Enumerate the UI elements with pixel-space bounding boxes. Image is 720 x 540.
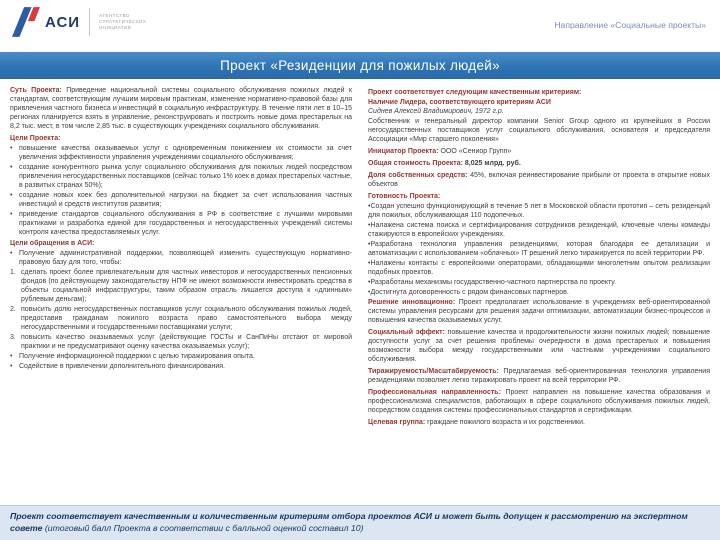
logo-caption-line: ИНИЦИАТИВ xyxy=(99,24,132,30)
asi-acronym: АСИ xyxy=(45,13,81,31)
initiator-label: Инициатор Проекта: xyxy=(368,148,441,155)
professional-block xyxy=(368,388,710,415)
goal-text: создание новых коек без дополнительной нагрузки на бюджет за счет использования частных инвестиций и средств институтов развития; xyxy=(19,192,352,208)
goal-item xyxy=(10,191,352,209)
item-number: 2. xyxy=(10,306,16,313)
own-funds-label: Доля собственных средств: xyxy=(368,172,471,179)
goal-item xyxy=(10,144,352,162)
scalability-text: Предлагаемая веб-ориентированная технология управления резиденциями позволяет легко тиражировать проект на всей территории РФ. xyxy=(368,368,710,384)
initiator-value: ООО «Сениор Групп» xyxy=(440,148,512,155)
professional-text: Проект направлен на повышение качества образования и профессионализма специалистов, работающих в сфере социального обслуживания пожилых людей, посредством создания системы профессиональных стандартов и сертификации. xyxy=(368,389,710,414)
item-number: 1. xyxy=(10,269,16,276)
readiness-text: Создан успешно функционирующий в течение 5 лет в Московской области прототип – сеть резиденций для пожилых, обслуживающая 110 подопечных. xyxy=(368,203,710,219)
asi-goal-text: Содействие в привлечении дополнительного финансирования. xyxy=(19,363,226,370)
readiness-text: Налажена система поиска и сертифицирования сотрудников резиденций, ключевые члены команды стажируются в европейских учреждениях. xyxy=(368,222,710,238)
readiness-text: Разработана технология управления резиденциями, которая благодаря ее детализации и автоматизации с использованием «облачных» IT решений легко тиражируется по всей территории РФ. xyxy=(368,241,710,257)
asi-goal-item xyxy=(10,352,352,361)
readiness-item xyxy=(368,202,710,220)
initiator-line xyxy=(368,147,710,156)
leader-label: Наличие Лидера, соответствующего критериям АСИ xyxy=(368,99,551,106)
essence-paragraph xyxy=(10,86,352,131)
bullet-icon xyxy=(10,249,19,267)
readiness-item xyxy=(368,288,710,297)
content xyxy=(0,79,720,504)
footer xyxy=(0,505,720,540)
right-column xyxy=(368,86,710,504)
essence-label: Суть Проекта: xyxy=(10,87,67,94)
bullet-icon xyxy=(10,352,19,361)
readiness-item xyxy=(368,278,710,287)
goal-text: создание конкурентного рынка услуг социального обслуживания для пожилых людей посредством привлечения негосударственных поставщиков (сейчас только 1% коек в домах престарелых частные, в развитых странах 50%); xyxy=(19,164,352,189)
asi-goal-intro xyxy=(10,249,352,267)
readiness-text: Разработаны механизмы государственно-частного партнерства по проекту. xyxy=(370,279,617,286)
asi-goal-text: Получение информационной поддержки с целью тиражирования опыта. xyxy=(19,353,255,360)
numbered-item-text: повысить долю негосударственных поставщиков услуг социального обслуживания пожилых людей, предоставив гражданам пожилого возраста право самостоятельного выбора между негосударственными и государственными поставщиками услуги; xyxy=(21,306,352,331)
asi-goal-intro-text: Получение административной поддержки, позволяющей изменить существующую нормативно-правовую базу для того, чтобы: xyxy=(19,250,352,266)
leader-bio: Собственник и генеральный директор компании Senior Group одного из крупнейших в России негосударственных поставщиков услуг социального обслуживания, основателя и председателя Ассоциации «Мир старшего поколения» xyxy=(368,118,710,143)
bullet-icon xyxy=(10,362,19,371)
footer-conclusion: Проект соответствует качественным и количественным критериям отбора проектов АСИ и может быть допущен к рассмотрению на экспертном совете xyxy=(10,511,688,533)
cost-value: 8,025 млрд. руб. xyxy=(464,160,521,167)
cost-line xyxy=(368,159,710,168)
numbered-item-text: повысить качество оказываемых услуг (действующие ГОСТы и СанПиНы отстают от мировой практики и не предусматривают оценку качества оказываемых услуг); xyxy=(21,334,352,350)
bullet-icon xyxy=(10,163,19,190)
social-effect-block xyxy=(368,328,710,364)
goal-item xyxy=(10,210,352,237)
innovation-block xyxy=(368,298,710,325)
numbered-item xyxy=(10,305,352,332)
header xyxy=(0,0,720,52)
logo-caption-line: СТРАТЕГИЧЕСКИХ xyxy=(99,19,147,25)
item-number: 3. xyxy=(10,334,16,341)
criteria-heading: Проект соответствует следующим качественным критериям: xyxy=(368,89,582,96)
bullet-icon xyxy=(10,191,19,209)
footer-score-note: (итоговый балл Проекта в соответствии с балльной оценкой составил 10) xyxy=(44,523,364,533)
leader-name: Сиднев Алексей Владимирович, 1972 г.р. xyxy=(368,108,504,115)
title-bar xyxy=(0,52,720,79)
target-group-text: граждане пожилого возраста и их родственники. xyxy=(427,419,585,426)
numbered-item xyxy=(10,333,352,351)
readiness-item xyxy=(368,240,710,258)
asi-logo xyxy=(12,7,146,37)
readiness-text: Налажены контакты с европейскими операторами, обладающими многолетним опытом реализации подобных проектов. xyxy=(368,260,710,276)
numbered-item-text: сделать проект более привлекательным для частных инвесторов и негосударственных пенсионных фондов (по действующему законодательству НПФ не имеют возможности инвестировать средства в объекты социальной инфраструктуры, таким образом отрасль лишается доступа к «длинным» рублевым деньгам); xyxy=(21,269,352,303)
logo-divider xyxy=(89,8,90,36)
goal-text: приведение стандартов социального обслуживания в РФ в соответствие с лучшими мировыми практиками и разработка единой для государственных и негосударственных учреждений системы контроля качества предоставляемых услуг. xyxy=(19,211,352,236)
left-column xyxy=(10,86,352,504)
footer-text xyxy=(10,511,708,534)
asi-emblem-icon xyxy=(12,7,40,37)
scalability-label: Тиражируемость/Масштабируемость: xyxy=(368,368,504,375)
direction-label: Направление «Социальные проекты» xyxy=(554,20,706,30)
readiness-item xyxy=(368,221,710,239)
scalability-block xyxy=(368,367,710,385)
target-group-block xyxy=(368,418,710,427)
goal-text: повышение качества оказываемых услуг с одновременным понижением их стоимости за счет увеличения эффективности управления учреждениями социального обслуживания; xyxy=(19,145,352,161)
goals-heading: Цели Проекта: xyxy=(10,135,61,142)
readiness-heading: Готовность Проекта: xyxy=(368,193,441,200)
logo-caption-line: АГЕНТСТВО xyxy=(99,13,130,19)
logo-caption xyxy=(99,13,146,31)
target-group-label: Целевая группа: xyxy=(368,419,428,426)
readiness-text: Достигнута договоренность с рядом финансовых партнеров. xyxy=(370,289,569,296)
bullet-icon xyxy=(10,144,19,162)
page-title: Проект «Резиденции для пожилых людей» xyxy=(220,58,500,73)
readiness-item xyxy=(368,259,710,277)
own-funds-value: 45%, включая реинвестирование прибыли от проекта в открытие новых объектов xyxy=(368,172,711,188)
numbered-item xyxy=(10,268,352,304)
bullet-icon xyxy=(10,210,19,237)
professional-label: Профессиональная направленность: xyxy=(368,389,506,396)
social-effect-label: Социальный эффект: xyxy=(368,329,448,336)
goal-item xyxy=(10,163,352,190)
innovation-text: Проект предполагает использование в учреждениях веб-ориентированной системы управления ресурсами для решения задачи оптимизации, автоматизации бизнес-процессов и повышения качества оказываемых услуг. xyxy=(368,299,711,324)
asi-goal-item xyxy=(10,362,352,371)
own-funds-line xyxy=(368,171,710,189)
essence-text: Приведение национальной системы социального обслуживания пожилых людей к стандартам, соответствующим лучшим мировым практикам, изменение нормативно-правовой базы для привлечения частного бизнеса и инвестиций в социальную инфраструктуру. В течение пяти лет в 10–15 регионах планируется взять в управление, реконструировать и построить новые дома престарелых на 8,2 тыс. мест, в том числе 2,85 тыс. в существующих учреждениях социального обслуживания. xyxy=(10,87,352,130)
asi-goals-heading: Цели обращения в АСИ: xyxy=(10,240,95,247)
cost-label: Общая стоимость Проекта: xyxy=(368,160,465,167)
innovation-label: Решение инновационно: xyxy=(368,299,459,306)
social-effect-text: повышение качества и продолжительности жизни пожилых людей; повышение доступности услуг за счет решения проблемы очередности в дома престарелых и повышения возможности выбора между государственными или частными учреждениями социального обслуживания. xyxy=(368,329,710,363)
